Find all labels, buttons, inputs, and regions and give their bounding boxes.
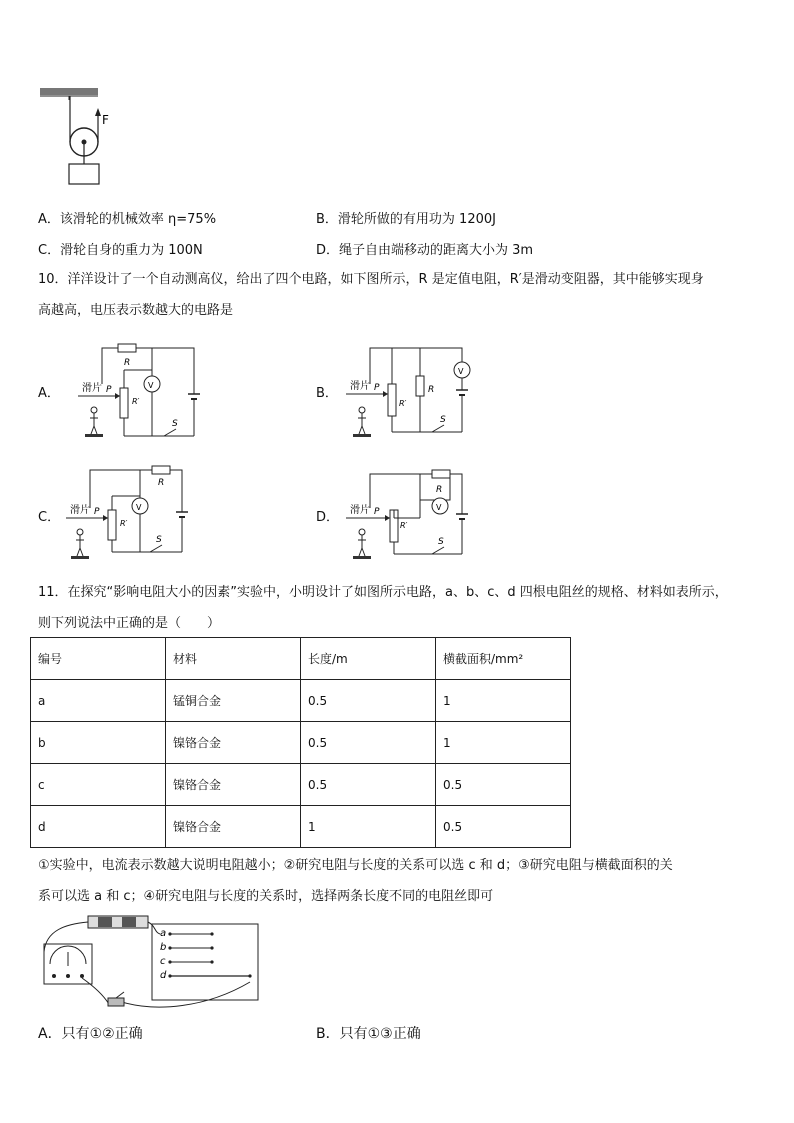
header-cell: 编号 [31, 638, 166, 680]
svg-text:V: V [436, 503, 442, 512]
table-cell: 0.5 [301, 680, 436, 722]
svg-text:c: c [160, 956, 166, 967]
svg-text:R′: R′ [400, 521, 408, 530]
table-cell: 0.5 [436, 764, 571, 806]
q11-stem-line1: 11．在探究“影响电阻大小的因素”实验中，小明设计了如图所示电路，a、b、c、d 四根电阻丝的规格、材料如表所示， [38, 585, 728, 600]
pulley-figure [38, 86, 108, 190]
header-cell: 长度/m [301, 638, 436, 680]
svg-text:d: d [160, 970, 167, 981]
svg-text:V: V [136, 503, 142, 512]
table-row [31, 806, 571, 848]
svg-text:S: S [156, 535, 162, 545]
svg-text:R′: R′ [132, 397, 140, 406]
q10-stem [38, 264, 758, 326]
svg-text:P: P [106, 385, 112, 395]
svg-text:R: R [124, 358, 131, 368]
q9-option-c: C．滑轮自身的重力为 100N [38, 243, 203, 258]
q11-option-b: B．只有①③正确 [316, 1026, 421, 1042]
table-cell: 0.5 [436, 806, 571, 848]
circuit-b [344, 340, 484, 445]
circuit-c [62, 460, 212, 565]
svg-text:滑片: 滑片 [350, 381, 370, 392]
header-cell: 横截面积/mm² [436, 638, 571, 680]
svg-text:R: R [158, 478, 165, 488]
table-cell: b [31, 722, 166, 764]
svg-text:V: V [148, 381, 154, 390]
svg-text:P: P [374, 507, 380, 517]
header-cell: 材料 [166, 638, 301, 680]
svg-text:S: S [440, 415, 446, 425]
svg-text:滑片: 滑片 [350, 505, 370, 516]
table-cell: 0.5 [301, 722, 436, 764]
q11-statement-line2: 系可以选 a 和 c；④研究电阻与长度的关系时，选择两条长度不同的电阻丝即可 [38, 889, 494, 904]
q9-option-b: B．滑轮所做的有用功为 1200J [316, 212, 496, 227]
svg-text:P: P [374, 383, 380, 393]
svg-text:滑片: 滑片 [70, 505, 90, 516]
table-cell: 1 [301, 806, 436, 848]
table-row [31, 722, 571, 764]
svg-text:V: V [458, 367, 464, 376]
resistance-wire-table [30, 637, 571, 848]
svg-text:R: R [436, 485, 443, 495]
q10-option-d-label: D． [316, 510, 340, 525]
q10-stem-line2: 高越高，电压表示数越大的电路是 [38, 303, 234, 318]
q10-option-b-label: B． [316, 386, 338, 401]
circuit-a [76, 340, 216, 445]
q9-option-a: A．该滑轮的机械效率 η=75% [38, 212, 217, 227]
svg-text:R′: R′ [399, 399, 407, 408]
table-cell: 锰铜合金 [166, 680, 301, 722]
svg-text:P: P [94, 507, 100, 517]
svg-text:滑片: 滑片 [82, 383, 102, 394]
table-row [31, 680, 571, 722]
table-cell: 镍铬合金 [166, 722, 301, 764]
table-cell: 镍铬合金 [166, 764, 301, 806]
table-row [31, 764, 571, 806]
q11-option-a: A．只有①②正确 [38, 1026, 143, 1042]
circuit-d [340, 460, 480, 565]
table-cell: d [31, 806, 166, 848]
table-cell: a [31, 680, 166, 722]
svg-text:R′: R′ [120, 519, 128, 528]
experiment-figure [36, 912, 262, 1018]
q11-stem-line2: 则下列说法中正确的是（ ） [38, 616, 221, 631]
q9-option-d: D．绳子自由端移动的距离大小为 3m [316, 243, 534, 258]
table-cell: 镍铬合金 [166, 806, 301, 848]
q11-stem [38, 577, 758, 639]
q10-option-a-label: A． [38, 386, 60, 401]
q10-option-c-label: C． [38, 510, 61, 525]
table-cell: 1 [436, 722, 571, 764]
table-cell: c [31, 764, 166, 806]
q10-stem-line1: 10．洋洋设计了一个自动测高仪，给出了四个电路，如下图所示，R 是定值电阻，R′是滑动变阻器，其中能够实现身 [38, 272, 704, 287]
table-cell: 1 [436, 680, 571, 722]
svg-text:S: S [172, 419, 178, 429]
svg-text:R: R [428, 385, 435, 395]
table-header-row [31, 638, 571, 680]
force-label: F [102, 113, 109, 127]
q11-statements [38, 850, 758, 912]
svg-text:a: a [160, 928, 167, 939]
svg-text:S: S [438, 537, 444, 547]
q11-statement-line1: ①实验中，电流表示数越大说明电阻越小；②研究电阻与长度的关系可以选 c 和 d；③研究电阻与横截面积的关 [38, 858, 673, 873]
svg-text:b: b [160, 942, 167, 953]
table-cell: 0.5 [301, 764, 436, 806]
